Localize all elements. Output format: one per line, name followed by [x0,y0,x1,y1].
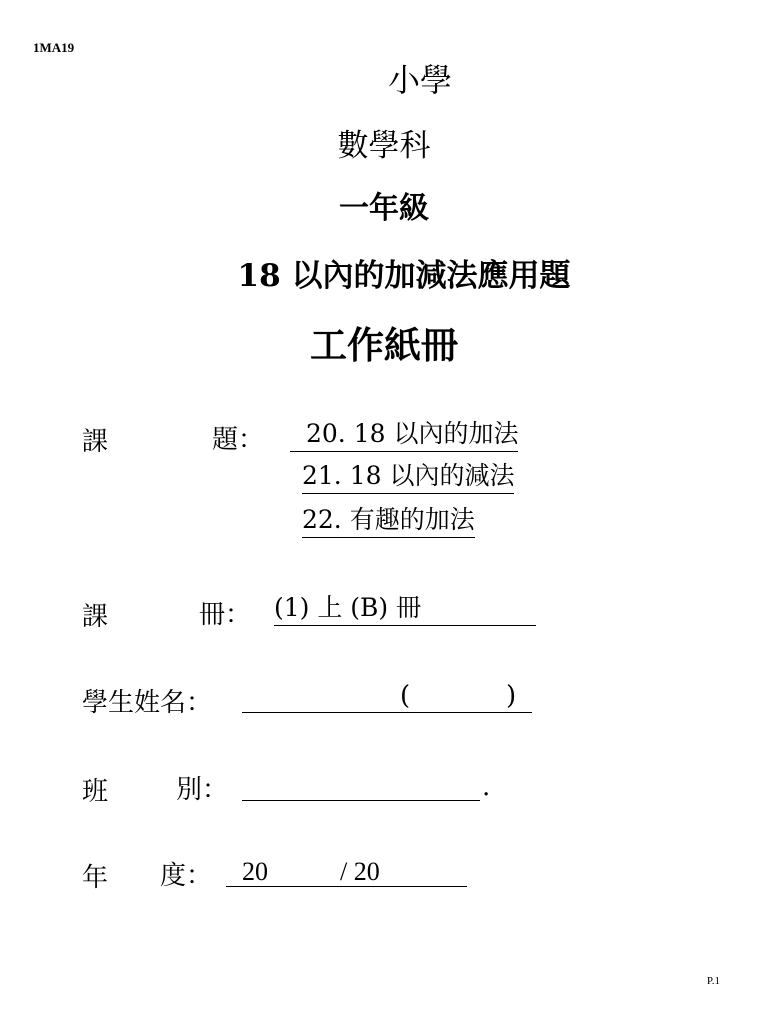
book-label-part2: 冊： [199,600,252,630]
year-end: / 20 [340,857,380,886]
school-level-title: 小學 [387,61,452,99]
class-label-part1: 班 [82,777,109,807]
student-number-paren-open: ( [400,681,411,711]
student-name-line[interactable] [242,712,532,713]
grade-title: 一年級 [339,191,429,226]
student-number-paren-close: ) [506,681,517,711]
book-value: (1) 上 (B) 冊 [274,594,536,626]
subject-title: 數學科 [337,128,431,164]
topic-title: 18 以內的加減法應用題 [237,258,571,294]
topics-label-part2: 題： [212,425,265,455]
topic-item-3: 22. 有趣的加法 [302,506,475,538]
topics-label-part1: 課 [82,427,109,457]
topic-item-1: 20. 18 以內的加法 [290,420,518,452]
year-label-part1: 年 [82,863,109,893]
class-label-part2: 別： [176,775,229,805]
student-name-label: 學生姓名： [82,688,213,718]
year-start: 20 [242,857,268,886]
book-label-part1: 課 [82,602,109,632]
page-number: P.1 [706,975,720,987]
year-label-part2: 度： [160,861,213,891]
topic-item-2: 21. 18 以內的減法 [302,462,514,494]
class-line[interactable] [242,800,480,801]
workbook-title: 工作紙冊 [310,323,458,367]
class-line-end: . [482,772,491,802]
document-code: 1MA19 [33,40,75,55]
